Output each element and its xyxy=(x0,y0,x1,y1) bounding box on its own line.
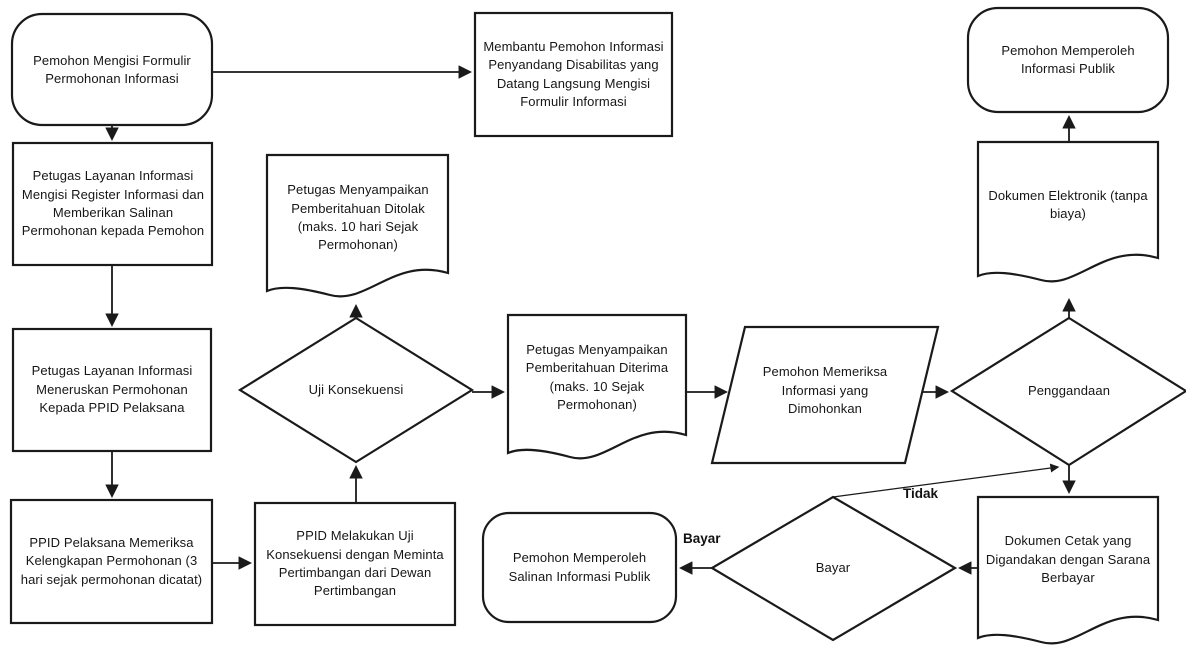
node-ppid-uji: PPID Melakukan Uji Konsekuensi dengan Meminta Pertimbangan dari Dewan Pertimbangan xyxy=(266,528,444,599)
node-obtain-info: Pemohon Memperoleh Informasi Publik xyxy=(1001,42,1135,76)
edge-label-bayar: Bayar xyxy=(683,531,721,546)
edge-label-tidak: Tidak xyxy=(903,486,939,501)
node-uji-konsekuensi: Uji Konsekuensi xyxy=(308,381,404,397)
node-assist-disability: Membantu Pemohon Informasi Penyandang Disabilitas yang Datang Langsung Mengisi Formulir Informasi xyxy=(483,38,664,109)
node-fill-form: Pemohon Mengisi Formulir Permohonan Informasi xyxy=(33,52,191,86)
arrow-bayar-tidak-to-penggandaan xyxy=(833,467,1058,497)
node-forward-ppid: Petugas Layanan Informasi Meneruskan Permohonan Kepada PPID Pelaksana xyxy=(31,363,193,416)
node-penggandaan: Penggandaan xyxy=(1027,382,1111,398)
node-examine-info: Pemohon Memeriksa Informasi yang Dimohonkan xyxy=(762,364,888,417)
node-notify-rejected: Petugas Menyampaikan Pemberitahuan Ditolak (maks. 10 hari Sejak Permohonan) xyxy=(287,182,429,253)
node-check-completeness: PPID Pelaksana Memeriksa Kelengkapan Permohonan (3 hari sejak permohonan dicatat) xyxy=(20,534,203,587)
node-notify-accepted: Petugas Menyampaikan Pemberitahuan Diterima (maks. 10 Sejak Permohonan) xyxy=(525,341,669,412)
node-obtain-copy: Pemohon Memperoleh Salinan Informasi Publik xyxy=(508,550,651,584)
node-register: Petugas Layanan Informasi Mengisi Register Informasi dan Memberikan Salinan Permohonan kepada Pemohon xyxy=(21,168,205,239)
node-bayar-decision: Bayar xyxy=(815,559,851,575)
node-doc-electronic: Dokumen Elektronik (tanpa biaya) xyxy=(988,187,1148,221)
node-doc-print: Dokumen Cetak yang Digandakan dengan Sarana Berbayar xyxy=(985,533,1151,586)
